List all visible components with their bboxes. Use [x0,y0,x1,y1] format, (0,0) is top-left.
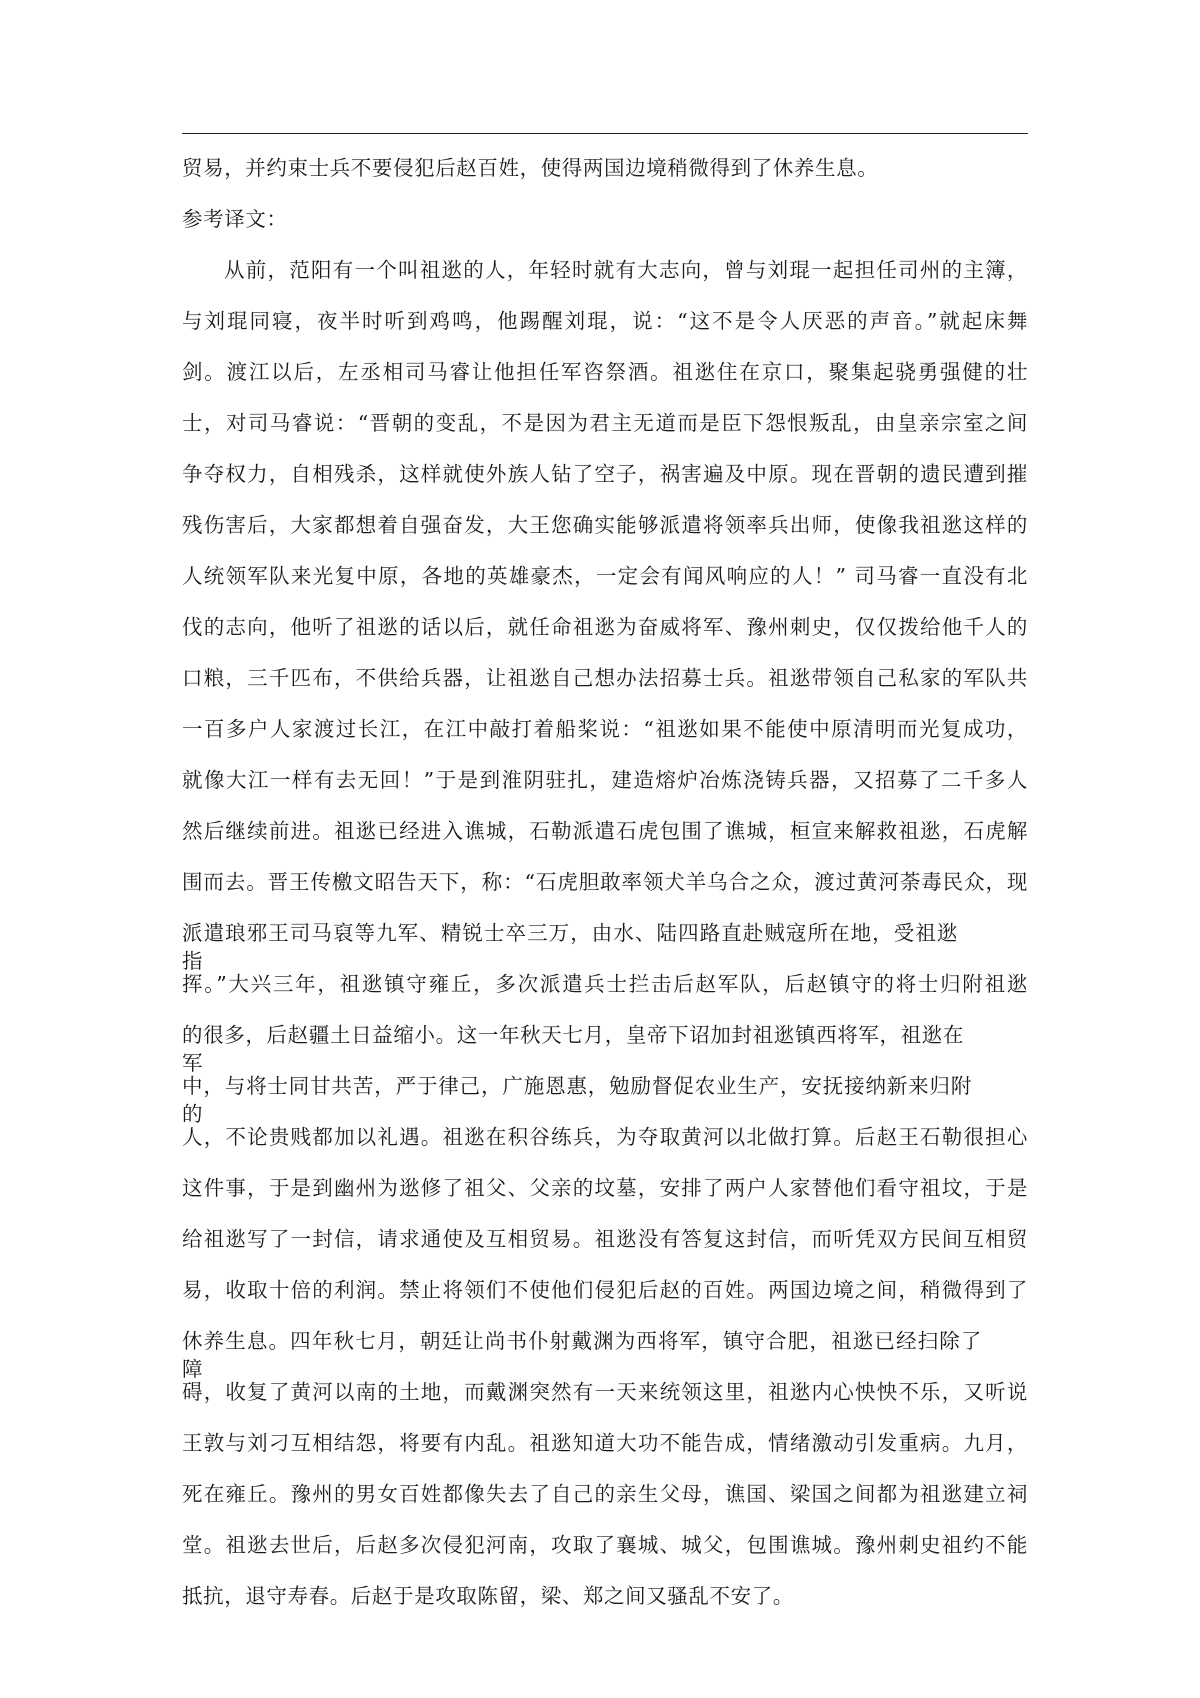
section-heading: 参考译文： [182,207,288,231]
translation-line: 口粮，三千匹布，不供给兵器，让祖逖自己想办法招募士兵。祖逖带领自己私家的军队共 [182,666,1028,690]
translation-line: 死在雍丘。豫州的男女百姓都像失去了自己的亲生父母，谯国、梁国之间都为祖逖建立祠 [182,1482,1028,1506]
translation-line: 碍，收复了黄河以南的土地，而戴渊突然有一天来统领这里，祖逖内心怏怏不乐，又听说 [182,1380,1028,1404]
translation-line: 给祖逖写了一封信，请求通使及互相贸易。祖逖没有答复这封信，而听凭双方民间互相贸 [182,1227,1028,1251]
translation-line: 一百多户人家渡过长江，在江中敲打着船桨说：“祖逖如果不能使中原清明而光复成功， [182,717,1028,741]
translation-line: 中，与将士同甘共苦，严于律己，广施恩惠，勉励督促农业生产，安抚接纳新来归附的 [182,1074,972,1126]
translation-line: 抵抗，退守寿春。后赵于是攻取陈留，梁、郑之间又骚乱不安了。 [182,1584,794,1608]
translation-line: 休养生息。四年秋七月，朝廷让尚书仆射戴渊为西将军，镇守合肥，祖逖已经扫除了障 [182,1329,982,1381]
translation-line: 派遣琅邪王司马裒等九军、精锐士卒三万，由水、陆四路直赴贼寇所在地，受祖逖指 [182,921,958,973]
translation-line: 残伤害后，大家都想着自强奋发，大王您确实能够派遣将领率兵出师，使像我祖逖这样的 [182,513,1028,537]
translation-line: 的很多，后赵疆土日益缩小。这一年秋天七月，皇帝下诏加封祖逖镇西将军，祖逖在军 [182,1023,964,1075]
translation-line: 这件事，于是到幽州为逖修了祖父、父亲的坟墓，安排了两户人家替他们看守祖坟，于是 [182,1176,1028,1200]
translation-line: 与刘琨同寝，夜半时听到鸡鸣，他踢醒刘琨，说：“这不是令人厌恶的声音。”就起床舞 [182,309,1028,333]
intro-line: 贸易，并约束士兵不要侵犯后赵百姓，使得两国边境稍微得到了休养生息。 [182,156,879,180]
translation-line: 堂。祖逖去世后，后赵多次侵犯河南，攻取了襄城、城父，包围谯城。豫州刺史祖约不能 [182,1533,1028,1557]
translation-line: 挥。”大兴三年，祖逖镇守雍丘，多次派遣兵士拦击后赵军队，后赵镇守的将士归附祖逖 [182,972,1028,996]
translation-line: 易，收取十倍的利润。禁止将领们不使他们侵犯后赵的百姓。两国边境之间，稍微得到了 [182,1278,1028,1302]
translation-line: 就像大江一样有去无回！”于是到淮阴驻扎，建造熔炉冶炼浇铸兵器，又招募了二千多人 [182,768,1028,792]
header-rule [182,133,1028,134]
translation-line: 从前，范阳有一个叫祖逖的人，年轻时就有大志向，曾与刘琨一起担任司州的主簿， [224,258,1028,282]
translation-line: 剑。渡江以后，左丞相司马睿让他担任军咨祭酒。祖逖住在京口，聚集起骁勇强健的壮 [182,360,1028,384]
translation-line: 士，对司马睿说：“晋朝的变乱，不是因为君主无道而是臣下怨恨叛乱，由皇亲宗室之间 [182,411,1028,435]
translation-line: 人，不论贵贱都加以礼遇。祖逖在积谷练兵，为夺取黄河以北做打算。后赵王石勒很担心 [182,1125,1028,1149]
translation-line: 伐的志向，他听了祖逖的话以后，就任命祖逖为奋威将军、豫州刺史，仅仅拨给他千人的 [182,615,1028,639]
translation-line: 人统领军队来光复中原，各地的英雄豪杰，一定会有闻风响应的人！” 司马睿一直没有北 [182,564,1028,588]
translation-line: 围而去。晋王传檄文昭告天下，称：“石虎胆敢率领犬羊乌合之众，渡过黄河荼毒民众，现 [182,870,1028,894]
translation-line: 争夺权力，自相残杀，这样就使外族人钻了空子，祸害遍及中原。现在晋朝的遗民遭到摧 [182,462,1028,486]
translation-line: 王敦与刘刁互相结怨，将要有内乱。祖逖知道大功不能告成，情绪激动引发重病。九月， [182,1431,1028,1455]
translation-line: 然后继续前进。祖逖已经进入谯城，石勒派遣石虎包围了谯城，桓宣来解救祖逖，石虎解 [182,819,1028,843]
